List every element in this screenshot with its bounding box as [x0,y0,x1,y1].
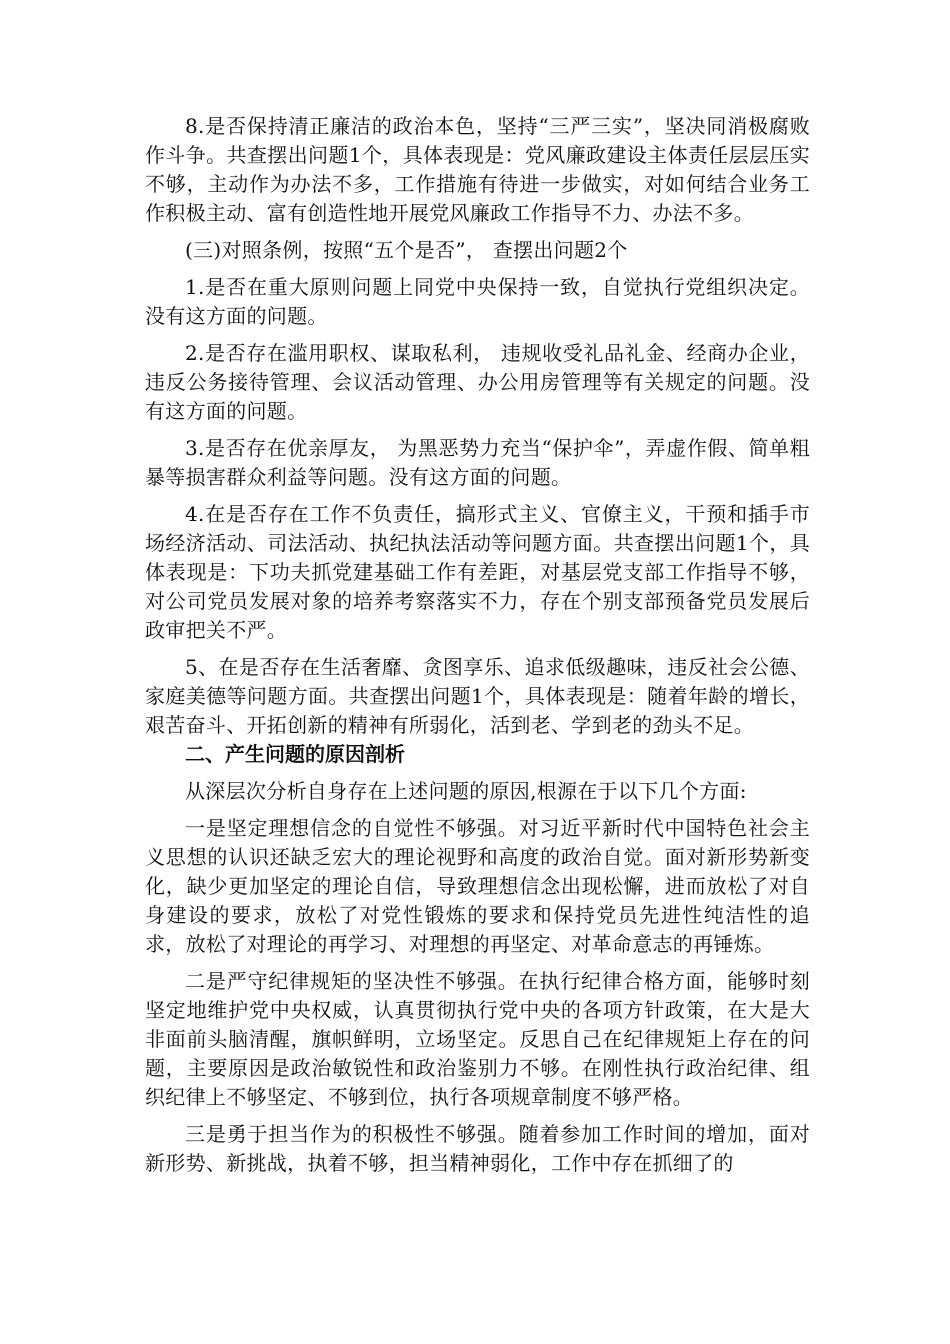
paragraph-item-3: 3.是否存在优亲厚友， 为黑恶势力充当“保护伞”，弄虚作假、简单粗暴等损害群众利益等问题。没有这方面的问题。 [145,436,810,489]
analysis-point-2: 二是严守纪律规矩的坚决性不够强。在执行纪律合格方面，能够时刻坚定地维护党中央权威，认真贯彻执行党中央的各项方针政策，在大是大非面前头脑清醒，旗帜鲜明，立场坚定。反思自己在纪律规矩上存在的问题，主要原因是政治敏锐性和政治鉴别力不够。在刚性执行政治纪律、组织纪律上不够坚定、不够到位，执行各项规章制度不够严格。 [145,969,810,1109]
paragraph-item-8: 8.是否保持清正廉洁的政治本色，坚持“三严三实”，坚决同消极腐败作斗争。共查摆出问题1个，具体表现是：党风廉政建设主体责任层层压实不够，主动作为办法不多，工作措施有待进一步做实，对如何结合业务工作积极主动、富有创造性地开展党风廉政工作指导不力、办法不多。 [145,114,810,225]
paragraph-subsection-3: (三)对照条例，按照“五个是否”， 查摆出问题2个 [185,238,628,262]
document-page [145,112,810,1178]
paragraph-item-2: 2.是否存在滥用职权、谋取私利， 违规收受礼品礼金、经商办企业，违反公务接待管理、会议活动管理、办公用房管理等有关规定的问题。没有这方面的问题。 [145,341,810,423]
paragraph-item-1: 1.是否在重大原则问题上同党中央保持一致，自觉执行党组织决定。没有这方面的问题。 [145,275,810,328]
paragraph-item-4: 4.在是否存在工作不负责任，搞形式主义、官僚主义，干预和插手市场经济活动、司法活动、执纪执法活动等问题方面。共查摆出问题1个，具体表现是：下功夫抓党建基础工作有差距，对基层党支部工作指导不够，对公司党员发展对象的培养考察落实不力，存在个别支部预备党员发展后政审把关不严。 [145,502,810,642]
paragraph-item-5: 5、在是否存在生活奢靡、贪图享乐、追求低级趣味，违反社会公德、家庭美德等问题方面。共查摆出问题1个，具体表现是：随着年龄的增长，艰苦奋斗、开拓创新的精神有所弱化，活到老、学到老的劲头不足。 [145,655,810,737]
section-heading: 二、产生问题的原因剖析 [185,742,405,766]
analysis-intro: 从深层次分析自身存在上述问题的原因,根源在于以下几个方面: [185,779,747,803]
analysis-point-3: 三是勇于担当作为的积极性不够强。随着参加工作时间的增加，面对新形势、新挑战，执着不够，担当精神弱化，工作中存在抓细了的 [145,1122,810,1175]
analysis-point-1: 一是坚定理想信念的自觉性不够强。对习近平新时代中国特色社会主义思想的认识还缺乏宏大的理论视野和高度的政治自觉。面对新形势新变化，缺少更加坚定的理论自信，导致理想信念出现松懈，进而放松了对自身建设的要求，放松了对党性锻炼的要求和保持党员先进性纯洁性的追求，放松了对理论的再学习、对理想的再坚定、对革命意志的再锤炼。 [145,816,810,956]
